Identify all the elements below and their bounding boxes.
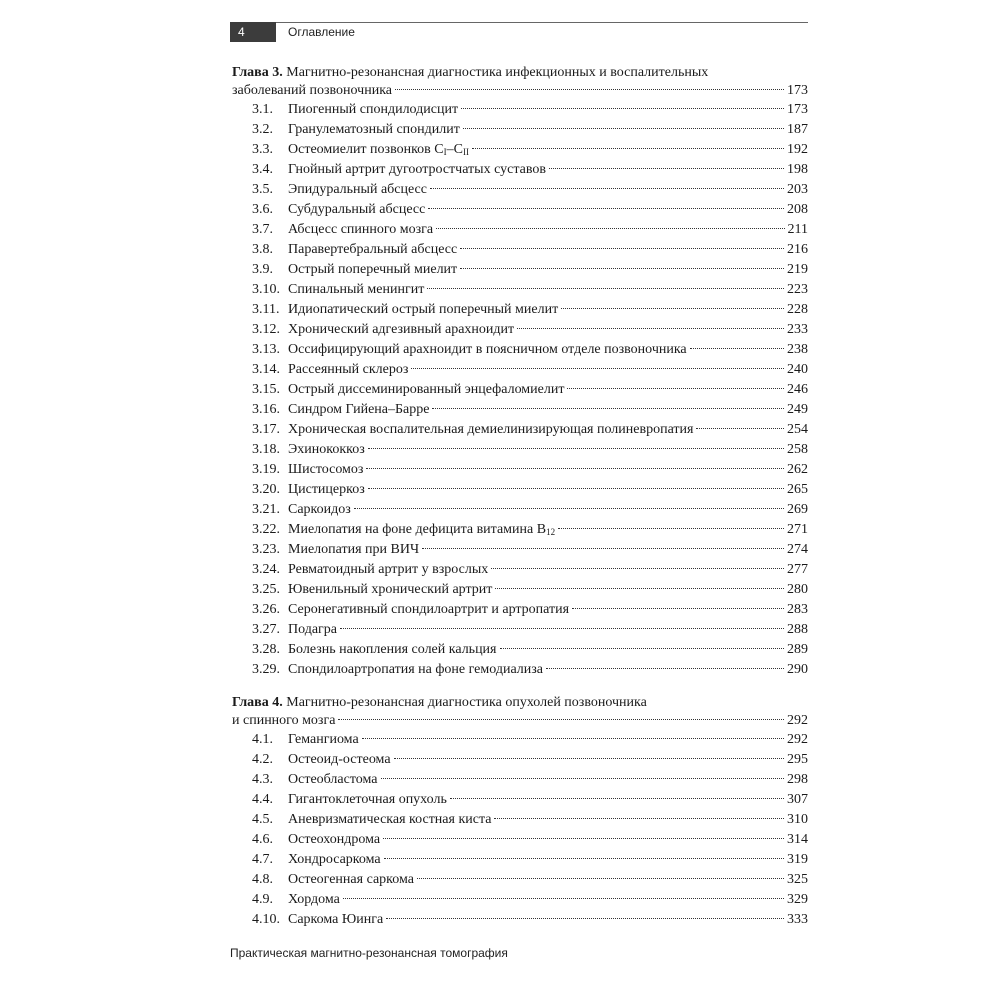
toc-entry[interactable] [232,540,808,560]
entry-number: 3.23. [252,542,280,557]
toc-entry[interactable] [232,260,808,280]
entry-number: 3.15. [252,382,280,397]
entry-page-number: 223 [787,282,808,297]
entry-number: 4.3. [252,772,273,787]
entry-title-text: –C [446,142,463,157]
entry-number: 4.5. [252,812,273,827]
entry-subscript: I [443,147,447,157]
toc-entry[interactable] [232,890,808,910]
toc-entry[interactable] [232,240,808,260]
entry-number: 4.7. [252,852,273,867]
entry-number: 4.2. [252,752,273,767]
chapter-heading[interactable] [232,64,808,82]
entry-number: 3.28. [252,642,280,657]
entry-title: Пиогенный спондилодисцит [288,102,459,117]
entry-number: 3.16. [252,402,280,417]
entry-page-number: 325 [787,872,808,887]
dot-leader [572,607,784,609]
chapter-page-number: 292 [787,713,808,728]
entry-page-number: 211 [787,222,808,237]
toc-entry[interactable] [232,300,808,320]
entry-page-number: 314 [787,832,808,847]
entry-page-number: 292 [787,732,808,747]
entry-page-number: 240 [787,362,808,377]
dot-leader [494,817,784,819]
toc-entry[interactable] [232,280,808,300]
header-rule [276,22,808,23]
dot-leader [690,347,784,349]
toc-entry[interactable] [232,460,808,480]
entry-number: 3.14. [252,362,280,377]
entry-title-text: Остеомиелит позвонков C [288,142,444,157]
entry-page-number: 280 [787,582,808,597]
toc-entry[interactable] [232,810,808,830]
entry-page-number: 295 [787,752,808,767]
chapter-title-line2: заболеваний позвоночника [232,83,392,98]
entry-page-number: 173 [787,102,808,117]
entry-title: Спондилоартропатия на фоне гемодиализа [288,662,544,677]
entry-page-number: 192 [787,142,808,157]
entry-title: Ювенильный хронический артрит [288,582,493,597]
entry-title: Эпидуральный абсцесс [288,182,427,197]
entry-title: Синдром Гийена–Барре [288,402,430,417]
dot-leader [338,718,784,720]
toc-entry[interactable] [232,400,808,420]
entry-page-number: 290 [787,662,808,677]
entry-page-number: 187 [787,122,808,137]
entry-page-number: 238 [787,342,808,357]
entry-page-number: 254 [787,422,808,437]
chapter-block [232,64,808,680]
toc-entry[interactable] [232,660,808,680]
entry-page-number: 277 [787,562,808,577]
entry-title: Острый поперечный миелит [288,262,458,277]
entry-number: 3.17. [252,422,280,437]
entry-title: Остеохондрома [288,832,381,847]
entry-number: 4.4. [252,792,273,807]
entry-page-number: 258 [787,442,808,457]
dot-leader [463,127,784,129]
entry-title: Эхинококкоз [288,442,365,457]
toc-entry[interactable] [232,790,808,810]
dot-leader [491,567,784,569]
chapter-title-line1: Магнитно-резонансная диагностика инфекционных и воспалительных [286,65,709,80]
dot-leader [517,327,784,329]
entry-page-number: 228 [787,302,808,317]
entry-number: 3.13. [252,342,280,357]
entry-title: Идиопатический острый поперечный миелит [288,302,559,317]
entry-number: 3.5. [252,182,273,197]
toc-entry[interactable] [232,560,808,580]
entry-title: Оссифицирующий арахноидит в поясничном отделе позвоночника [288,342,687,357]
toc-entry[interactable] [232,100,808,120]
entry-page-number: 246 [787,382,808,397]
entry-title: Миелопатия при ВИЧ [288,542,420,557]
entry-title: Саркома Юинга [288,912,384,927]
table-of-contents [232,64,808,930]
entry-title: Шистосомоз [288,462,364,477]
toc-entry[interactable] [232,220,808,240]
entry-page-number: 274 [787,542,808,557]
entry-page-number: 329 [787,892,808,907]
entry-title: Спинальный менингит [288,282,425,297]
dot-leader [368,447,784,449]
entry-number: 3.7. [252,222,273,237]
dot-leader [460,247,784,249]
dot-leader [546,667,784,669]
entry-title: Остеогенная саркома [288,872,414,887]
entry-page-number: 219 [787,262,808,277]
dot-leader [368,487,784,489]
entry-number: 3.24. [252,562,280,577]
entry-number: 3.19. [252,462,280,477]
entry-page-number: 208 [787,202,808,217]
dot-leader [383,837,784,839]
entry-number: 4.6. [252,832,273,847]
toc-entry[interactable] [232,200,808,220]
entry-page-number: 319 [787,852,808,867]
entry-page-number: 271 [787,522,808,537]
entry-page-number: 265 [787,482,808,497]
dot-leader [411,367,784,369]
entry-number: 3.3. [252,142,273,157]
entry-page-number: 203 [787,182,808,197]
dot-leader [340,627,784,629]
entry-title: Гранулематозный спондилит [288,122,460,137]
dot-leader [495,587,784,589]
entry-number: 3.4. [252,162,273,177]
entry-page-number: 269 [787,502,808,517]
entry-page-number: 198 [787,162,808,177]
dot-leader [430,187,784,189]
entry-number: 4.1. [252,732,273,747]
entry-number: 4.10. [252,912,280,927]
entry-title: Гемангиома [288,732,359,747]
entry-number: 3.18. [252,442,280,457]
toc-entry[interactable] [232,500,808,520]
entry-title: Остеоид-остеома [288,752,391,767]
chapter-title-line1: Магнитно-резонансная диагностика опухолей позвоночника [286,695,647,710]
entry-page-number: 216 [787,242,808,257]
entry-title: Хронический адгезивный арахноидит [288,322,515,337]
entry-title: Подагра [288,622,337,637]
entry-page-number: 289 [787,642,808,657]
toc-entry[interactable] [232,870,808,890]
entry-title: Серонегативный спондилоартрит и артропатия [288,602,570,617]
dot-leader [696,427,784,429]
entry-number: 3.25. [252,582,280,597]
chapter-block [232,694,808,930]
dot-leader [460,267,784,269]
entry-number: 3.2. [252,122,273,137]
entry-title: Паравертебральный абсцесс [288,242,458,257]
chapter-heading-last-line[interactable] [232,82,808,100]
toc-entry[interactable] [232,360,808,380]
entry-title [288,520,555,540]
dot-leader [567,387,784,389]
chapter-title-line2: и спинного мозга [232,713,336,728]
entry-number: 3.1. [252,102,273,117]
entry-title: Хордома [288,892,340,907]
chapter-page-number: 173 [787,83,808,98]
dot-leader [436,227,784,229]
entry-number: 4.9. [252,892,273,907]
dot-leader [394,757,784,759]
entry-number: 4.8. [252,872,273,887]
dot-leader [386,917,784,919]
entry-page-number: 249 [787,402,808,417]
toc-entry[interactable] [232,730,808,750]
entry-title: Остеобластома [288,772,378,787]
toc-entry[interactable] [232,750,808,770]
entry-number: 3.9. [252,262,273,277]
entry-title: Рассеянный склероз [288,362,409,377]
dot-leader [381,777,785,779]
toc-entry[interactable] [232,520,808,540]
toc-entry[interactable] [232,320,808,340]
dot-leader [417,877,784,879]
toc-entry[interactable] [232,600,808,620]
toc-entry[interactable] [232,830,808,850]
toc-entry[interactable] [232,180,808,200]
entry-page-number: 262 [787,462,808,477]
entry-title: Гнойный артрит дугоотростчатых суставов [288,162,546,177]
entry-title: Болезнь накопления солей кальция [288,642,497,657]
dot-leader [472,147,784,149]
entry-title: Острый диссеминированный энцефаломиелит [288,382,565,397]
toc-entry[interactable] [232,910,808,930]
entry-subscript: 12 [546,527,556,537]
toc-entry[interactable] [232,380,808,400]
entry-title: Ревматоидный артрит у взрослых [288,562,489,577]
dot-leader [461,107,784,109]
entry-title: Цистицеркоз [288,482,365,497]
toc-entry[interactable] [232,640,808,660]
entry-title-text: Миелопатия на фоне дефицита витамина B [288,522,547,537]
dot-leader [549,167,784,169]
toc-entry[interactable] [232,440,808,460]
dot-leader [422,547,784,549]
entry-title: Субдуральный абсцесс [288,202,426,217]
toc-entry[interactable] [232,160,808,180]
chapter-label: Глава 4. [232,695,283,710]
toc-entry[interactable] [232,580,808,600]
entry-number: 3.6. [252,202,273,217]
toc-entry[interactable] [232,340,808,360]
dot-leader [427,287,784,289]
dot-leader [384,857,784,859]
toc-entry[interactable] [232,140,808,160]
entry-number: 3.11. [252,302,280,317]
chapter-heading[interactable] [232,694,808,712]
entry-title: Хроническая воспалительная демиелинизирующая полиневропатия [288,422,694,437]
entry-number: 3.8. [252,242,273,257]
dot-leader [362,737,784,739]
entry-title: Аневризматическая костная киста [288,812,492,827]
entry-page-number: 298 [787,772,808,787]
entry-number: 3.26. [252,602,280,617]
page-number: 4 [230,22,276,42]
header-title: Оглавление [288,25,355,39]
entry-title: Хондросаркома [288,852,381,867]
dot-leader [395,88,784,90]
entry-number: 3.20. [252,482,280,497]
dot-leader [558,527,784,529]
entry-number: 3.21. [252,502,280,517]
dot-leader [354,507,784,509]
entry-number: 3.10. [252,282,280,297]
dot-leader [366,467,784,469]
entry-page-number: 307 [787,792,808,807]
dot-leader [432,407,784,409]
running-header [230,22,808,42]
entry-number: 3.22. [252,522,280,537]
toc-entry[interactable] [232,120,808,140]
toc-entry[interactable] [232,420,808,440]
toc-entry[interactable] [232,620,808,640]
entry-title [288,140,469,160]
dot-leader [428,207,784,209]
entry-number: 3.29. [252,662,280,677]
entry-number: 3.27. [252,622,280,637]
footer-book-title: Практическая магнитно-резонансная томография [230,946,508,960]
entry-page-number: 283 [787,602,808,617]
entry-subscript: II [462,147,469,157]
toc-entry[interactable] [232,850,808,870]
entry-page-number: 233 [787,322,808,337]
dot-leader [450,797,784,799]
entry-number: 3.12. [252,322,280,337]
entry-title: Гигантоклеточная опухоль [288,792,447,807]
entry-title: Абсцесс спинного мозга [288,222,434,237]
chapter-label: Глава 3. [232,65,283,80]
chapter-heading-last-line[interactable] [232,712,808,730]
dot-leader [343,897,784,899]
entry-page-number: 310 [787,812,808,827]
chapter-gap [232,680,808,694]
entry-page-number: 333 [787,912,808,927]
entry-title: Саркоидоз [288,502,351,517]
toc-entry[interactable] [232,770,808,790]
dot-leader [561,307,784,309]
toc-entry[interactable] [232,480,808,500]
entry-page-number: 288 [787,622,808,637]
dot-leader [500,647,785,649]
